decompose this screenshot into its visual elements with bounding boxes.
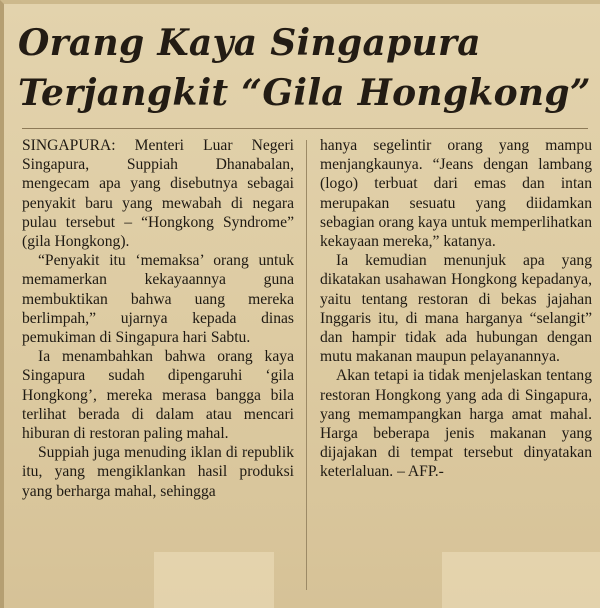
- tape-strip: [442, 552, 600, 608]
- paragraph: “Penyakit itu ‘memaksa’ orang untuk memamerkan kekayaannya guna membuktikan bahwa uang mereka berlimpah,” ujarnya kepada dinas pemukiman di Singapura hari Sabtu.: [22, 252, 294, 347]
- paragraph: Ia menambahkan bahwa orang kaya Singapura sudah dipengaruhi ‘gila Hongkong’, mereka merasa bangga bila terlihat berada di dalam atau mencari hiburan di restoran paling mahal.: [22, 348, 294, 443]
- tape-strip: [154, 552, 274, 608]
- article-column-left: [22, 136, 294, 501]
- article-column-right: [320, 136, 592, 482]
- paragraph: SINGAPURA: Menteri Luar Negeri Singapura, Suppiah Dhanabalan, mengecam apa yang disebutnya sebagai penyakit baru yang mewabah di negara pulau tersebut – “Hongkong Syndrome” (gila Hongkong).: [22, 137, 294, 251]
- paragraph: Ia kemudian menunjuk apa yang dikatakan usahawan Hongkong kepadanya, yaitu tentang restoran di bekas jajahan Inggaris itu, di mana harganya “selangit” dan hampir tidak ada hubungan dengan mutu makanan maupun pelayanannya.: [320, 252, 592, 366]
- column-divider: [306, 140, 307, 590]
- headline: [18, 18, 591, 118]
- headline-line-2: Terjangkit “Gila Hongkong”: [18, 72, 591, 114]
- paragraph: Suppiah juga menuding iklan di republik itu, yang mengiklankan hasil produksi yang berharga mahal, sehingga: [22, 444, 294, 500]
- headline-rule: [22, 128, 588, 129]
- paragraph: hanya segelintir orang yang mampu menjangkaunya. “Jeans dengan lambang (logo) terbuat dari emas dan intan merupakan sesuatu yang diidamkan sebagian orang kaya untuk memperlihatkan kekayaan mereka,” katanya.: [320, 137, 592, 251]
- headline-line-1: Orang Kaya Singapura: [18, 22, 481, 64]
- paragraph: Akan tetapi ia tidak menjelaskan tentang restoran Hongkong yang ada di Singapura, yang memampangkan harga amat mahal. Harga beberapa jenis makanan yang dijajakan di tempat tersebut dinyatakan keterlaluan. – AFP.-: [320, 367, 592, 481]
